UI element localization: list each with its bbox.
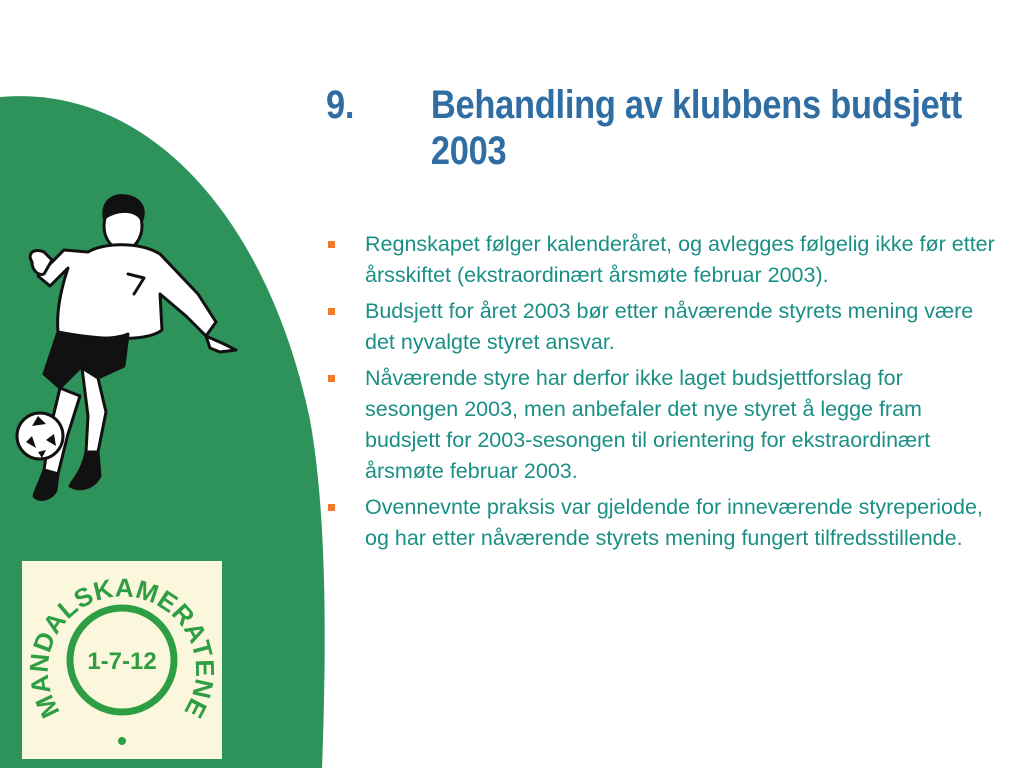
slide-number: 9. [326, 83, 355, 127]
bullet-item [326, 229, 996, 291]
bullet-square-icon [328, 308, 335, 315]
bullet-item [326, 296, 996, 358]
bullet-text: Ovennevnte praksis var gjeldende for inneværende styreperiode, og har etter nåværende styrets mening fungert tilfredsstillende. [365, 495, 983, 550]
club-logo-emblem [22, 561, 222, 759]
bullet-text: Budsjett for året 2003 bør etter nåværende styrets mening være det nyvalgte styret ansvar. [365, 299, 974, 354]
bullet-square-icon [328, 375, 335, 382]
logo-dot-icon [118, 737, 126, 745]
bullet-text: Regnskapet følger kalenderåret, og avlegges følgelig ikke før etter årsskiftet (ekstraordinært årsmøte februar 2003). [365, 232, 995, 287]
bullet-list [326, 229, 996, 559]
logo-club-name: MANDALSKAMERATENE [23, 572, 221, 724]
bullet-item [326, 363, 996, 487]
logo-founded-date: 1-7-12 [87, 648, 157, 675]
bullet-square-icon [328, 241, 335, 248]
bullet-square-icon [328, 504, 335, 511]
bullet-item [326, 492, 996, 554]
bullet-text: Nåværende styre har derfor ikke laget budsjettforslag for sesongen 2003, men anbefaler det nye styret å legge fram budsjett for 2003-sesongen til orientering for ekstraordinært årsmøte februar 2003. [365, 366, 931, 483]
football-player-illustration [10, 190, 250, 520]
slide-title-text: Behandling av klubbens budsjett 2003 [430, 83, 962, 173]
